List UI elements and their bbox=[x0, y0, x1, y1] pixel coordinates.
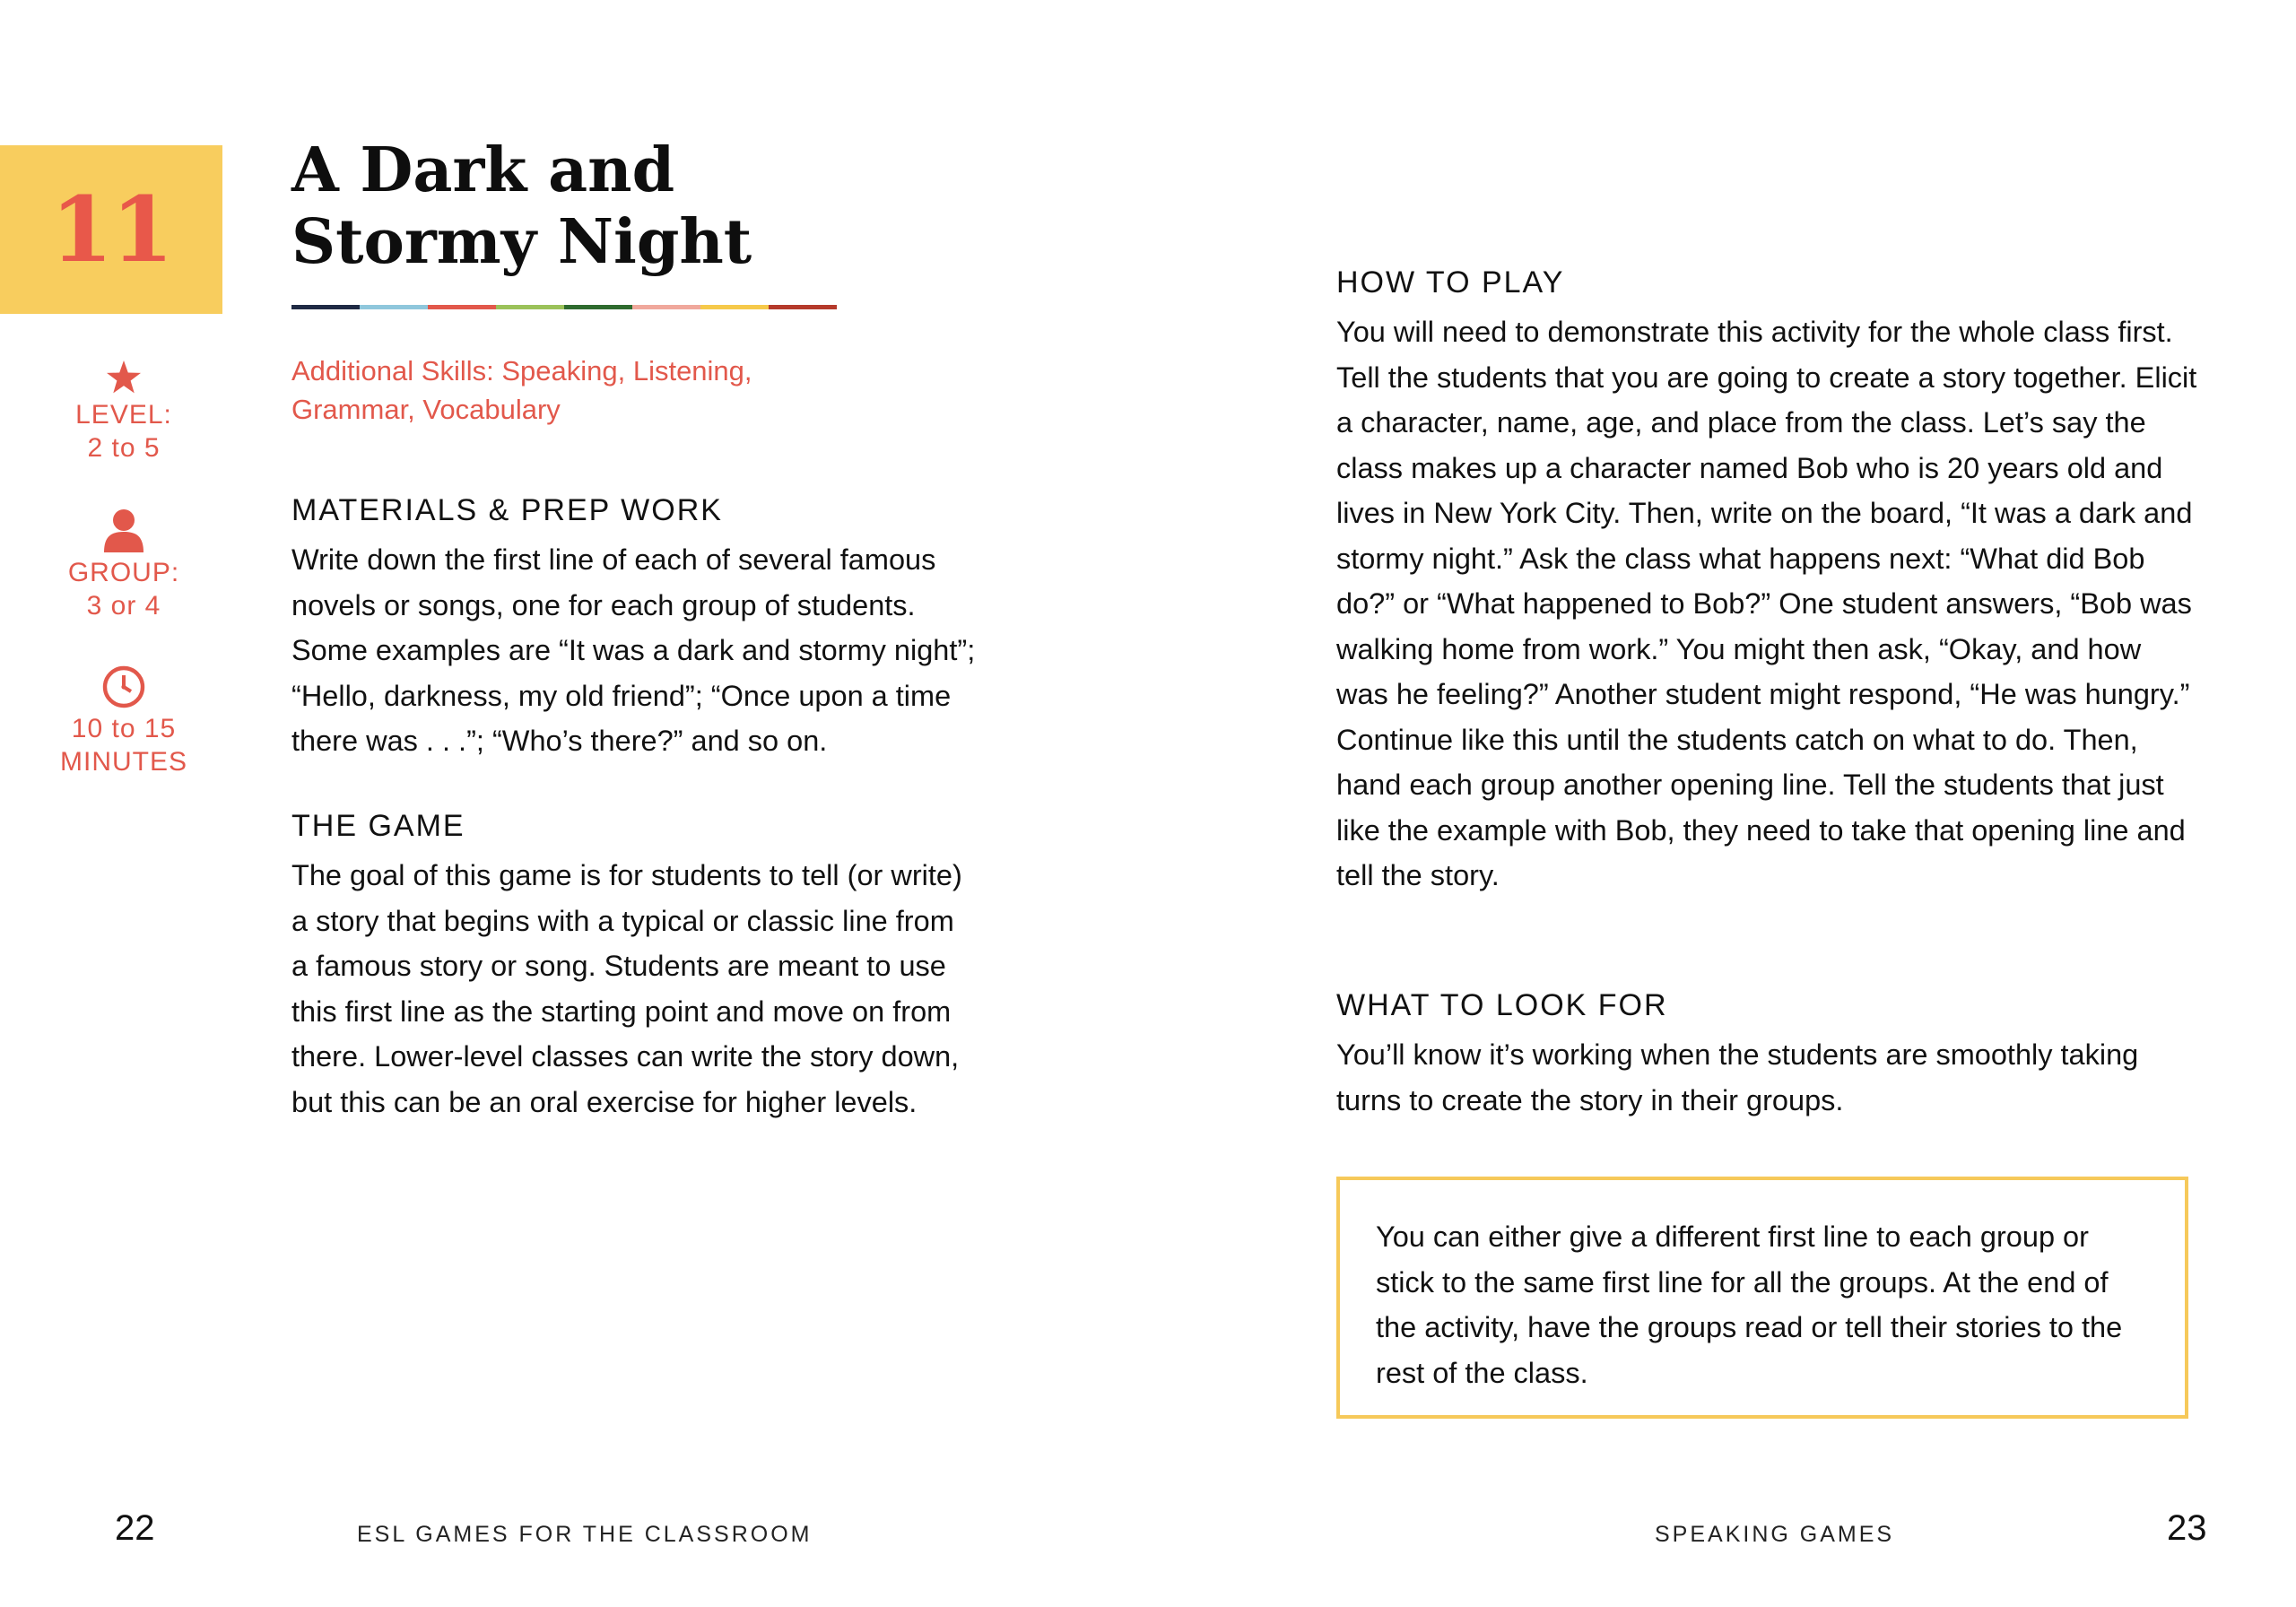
group-meta bbox=[27, 508, 221, 622]
level-value: 2 to 5 bbox=[87, 433, 161, 463]
color-rule-segment-4 bbox=[564, 305, 632, 309]
right-page-number: 23 bbox=[2167, 1508, 2207, 1548]
color-rule-segment-7 bbox=[769, 305, 837, 309]
how-to-play-section bbox=[1336, 265, 2197, 899]
additional-skills: Additional Skills: Speaking, Listening, Grammar, Vocabulary bbox=[291, 355, 752, 425]
color-rule-segment-5 bbox=[632, 305, 700, 309]
clock-icon bbox=[102, 665, 145, 708]
how-to-play-heading: HOW TO PLAY bbox=[1336, 265, 1565, 300]
star-icon bbox=[106, 360, 142, 395]
time-value: 10 to 15 bbox=[71, 714, 177, 743]
person-icon bbox=[102, 508, 145, 552]
left-page-number: 22 bbox=[115, 1508, 155, 1548]
how-to-play-body: You will need to demonstrate this activity for the whole class first. Tell the students that you are going to create a story together. Elicit a character, name, age, and place from the class. Let’s say the class makes up a character named Bob who is 20 years old and lives in New York City. Then, write on the board, “It was a dark and stormy night.” Ask the class what happens next: “What did Bob do?” or “What happened to Bob?” One student answers, “Bob was walking home from work.” You might then ask, “Okay, and how was he feeling?” Another student might respond, “He was hungry.” Continue like this until the students catch on what to do. Then, hand each group another opening line. Tell the students that just like the example with Bob, they need to take that opening line and tell the story. bbox=[1336, 316, 2197, 891]
what-to-look-for-heading: WHAT TO LOOK FOR bbox=[1336, 988, 1668, 1022]
level-meta bbox=[27, 360, 221, 465]
materials-body: Write down the first line of each of several famous novels or songs, one for each group of students. Some examples are “It was a dark and stormy night”; “Hello, darkness, my old friend”; “Once upon a time there was . . .”; “Who’s there?” and so on. bbox=[291, 543, 976, 757]
color-rule-segment-0 bbox=[291, 305, 360, 309]
materials-heading: MATERIALS & PREP WORK bbox=[291, 493, 723, 527]
game-section bbox=[291, 809, 973, 1125]
title-line-1: A Dark and bbox=[291, 135, 675, 206]
group-label: GROUP: bbox=[67, 558, 180, 587]
color-rule-segment-3 bbox=[496, 305, 564, 309]
right-running-title: SPEAKING GAMES bbox=[1655, 1522, 1895, 1547]
game-number-badge bbox=[0, 145, 222, 314]
what-to-look-for-section bbox=[1336, 988, 2197, 1123]
color-rule bbox=[291, 305, 837, 309]
title-line-2: Stormy Night bbox=[291, 206, 752, 278]
what-to-look-for-body: You’ll know it’s working when the students are smoothly taking turns to create the story in their groups. bbox=[1336, 1038, 2139, 1116]
game-body: The goal of this game is for students to tell (or write) a story that begins with a typical or classic line from a famous story or song. Students are meant to use this first line as the starting point and move on from there. Lower-level classes can write the story down, but this can be an oral exercise for higher levels. bbox=[291, 859, 962, 1118]
left-running-title: ESL GAMES FOR THE CLASSROOM bbox=[357, 1522, 813, 1547]
time-unit: MINUTES bbox=[60, 747, 187, 777]
color-rule-segment-6 bbox=[700, 305, 769, 309]
color-rule-segment-1 bbox=[360, 305, 428, 309]
page-title bbox=[291, 135, 919, 278]
tip-text: You can either give a different first line to each group or stick to the same first line for all the groups. At the end of the activity, have the groups read or tell their stories to the rest of the class. bbox=[1376, 1220, 2123, 1389]
color-rule-segment-2 bbox=[428, 305, 496, 309]
level-label: LEVEL: bbox=[75, 400, 172, 430]
game-heading: THE GAME bbox=[291, 809, 465, 843]
materials-section bbox=[291, 493, 991, 764]
group-value: 3 or 4 bbox=[86, 591, 161, 621]
game-number: 11 bbox=[50, 177, 172, 282]
tip-box bbox=[1336, 1177, 2188, 1419]
time-meta bbox=[27, 665, 221, 778]
